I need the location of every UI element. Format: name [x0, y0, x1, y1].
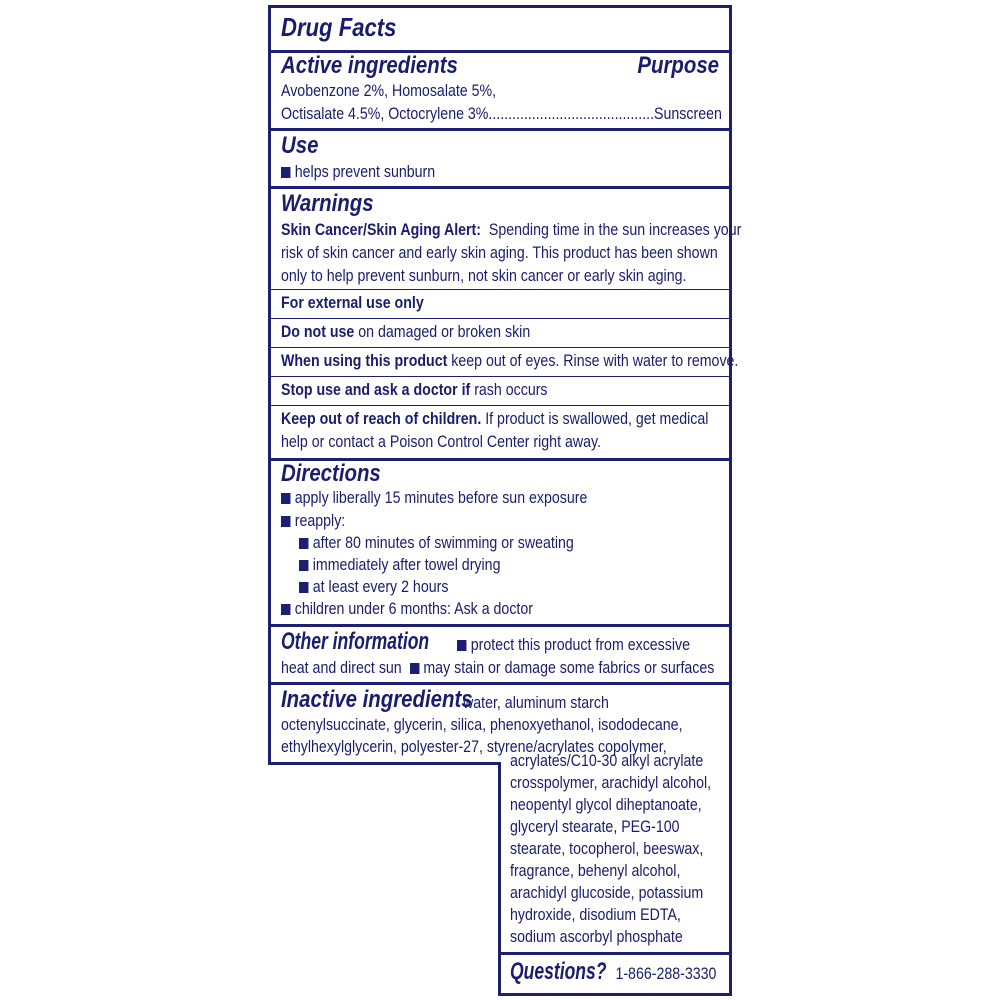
when-using: When using this product keep out of eyes. Rinse with water to remove. [281, 352, 739, 370]
direction-subitem: after 80 minutes of swimming or sweating [299, 532, 574, 555]
direction-item: children under 6 months: Ask a doctor [281, 598, 533, 621]
directions-heading: Directions [281, 460, 381, 487]
stop-use: Stop use and ask a doctor if rash occurs [281, 381, 548, 399]
bullet-square-icon [299, 582, 308, 593]
questions-label: Questions? [510, 958, 607, 985]
divider [271, 289, 729, 290]
inactive-line: water, aluminum starch [463, 694, 609, 712]
inactive-line: octenylsuccinate, glycerin, silica, phenoxyethanol, isododecane, [281, 716, 683, 734]
keep-out-line-1: Keep out of reach of children. If product is swallowed, get medical [281, 410, 709, 428]
divider [271, 318, 729, 319]
drug-facts-panel-lower [498, 752, 732, 996]
do-not-use: Do not use on damaged or broken skin [281, 323, 531, 341]
skin-alert-line-3: only to help prevent sunburn, not skin cancer or early skin aging. [281, 267, 687, 285]
bullet-square-icon [281, 516, 290, 527]
divider [271, 347, 729, 348]
leader-dots: .......................................... [488, 105, 655, 123]
active-ingredients-heading: Active ingredients [281, 52, 458, 79]
inactive-line: neopentyl glycol diheptanoate, [510, 796, 702, 814]
direction-subitem: at least every 2 hours [299, 576, 448, 599]
divider [501, 952, 729, 955]
keep-out-line-2: help or contact a Poison Control Center right away. [281, 433, 601, 451]
divider [271, 376, 729, 377]
other-info-heading: Other information [281, 628, 430, 655]
divider [271, 405, 729, 406]
inactive-line: stearate, tocopherol, beeswax, [510, 840, 704, 858]
direction-item: reapply: [281, 510, 345, 533]
active-line-2: Octisalate 4.5%, Octocrylene 3%..........................................Sunscreen [281, 105, 722, 123]
divider [271, 186, 729, 189]
inactive-line: hydroxide, disodium EDTA, [510, 906, 681, 924]
purpose-heading: Purpose [637, 52, 719, 79]
other-info-line-2: heat and direct sun may stain or damage some fabrics or surfaces [281, 659, 715, 677]
bullet-square-icon [457, 640, 466, 651]
bullet-square-icon [281, 493, 290, 504]
bullet-square-icon [299, 560, 308, 571]
drug-facts-panel [268, 5, 742, 765]
warnings-heading: Warnings [281, 190, 374, 217]
bullet-square-icon [410, 663, 419, 674]
inactive-line: fragrance, behenyl alcohol, [510, 862, 681, 880]
divider [271, 624, 729, 627]
use-heading: Use [281, 132, 319, 159]
inactive-line: sodium ascorbyl phosphate [510, 928, 683, 946]
inactive-line: crosspolymer, arachidyl alcohol, [510, 774, 712, 792]
bullet-square-icon [299, 538, 308, 549]
purpose-value: Sunscreen [654, 105, 722, 123]
active-line-1: Avobenzone 2%, Homosalate 5%, [281, 82, 497, 100]
divider [271, 682, 729, 685]
direction-item: apply liberally 15 minutes before sun exposure [281, 487, 587, 510]
skin-alert-line-2: risk of skin cancer and early skin aging. This product has been shown [281, 244, 718, 262]
drug-facts-title: Drug Facts [281, 12, 397, 42]
skin-alert-line-1: Skin Cancer/Skin Aging Alert: Spending time in the sun increases your [281, 221, 742, 239]
questions-line [510, 958, 716, 988]
inactive-line: arachidyl glucoside, potassium [510, 884, 704, 902]
panel-border [268, 762, 501, 765]
external-use-only: For external use only [281, 294, 424, 312]
bullet-square-icon [281, 604, 290, 615]
inactive-line: glyceryl stearate, PEG-100 [510, 818, 680, 836]
bullet-square-icon [281, 167, 290, 178]
questions-phone: 1-866-288-3330 [615, 965, 717, 983]
inactive-ingredients-heading: Inactive ingredients [281, 686, 473, 713]
inactive-line: acrylates/C10-30 alkyl acrylate [510, 752, 704, 770]
inactive-line: ethylhexylglycerin, polyester-27, styrene/acrylates copolymer, [281, 738, 667, 756]
divider [271, 128, 729, 131]
other-info-text-1: protect this product from excessive [457, 634, 690, 657]
other-info-line-1 [281, 628, 455, 658]
direction-subitem: immediately after towel drying [299, 554, 500, 577]
use-item: helps prevent sunburn [281, 161, 435, 184]
